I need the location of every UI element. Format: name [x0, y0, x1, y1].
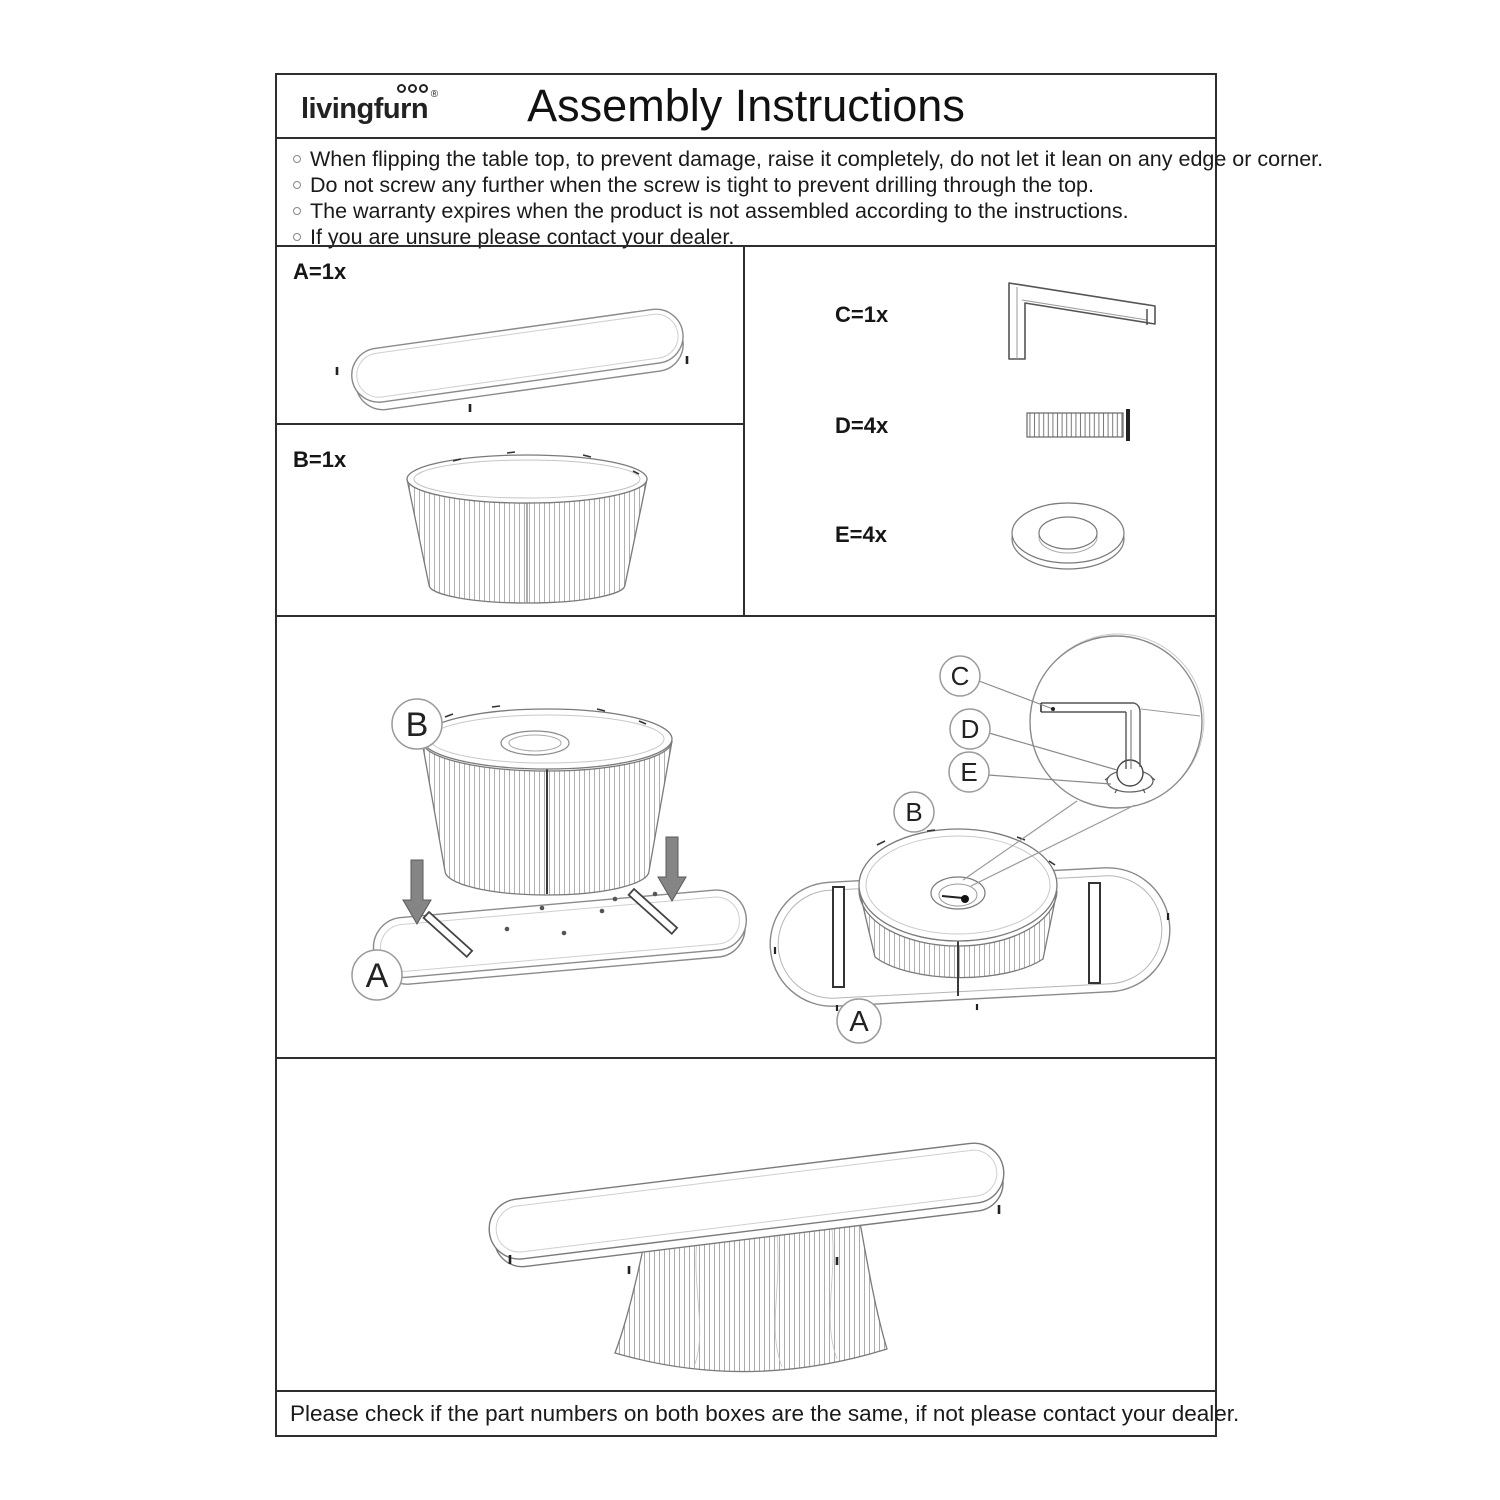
- bullet-circle-icon: [293, 207, 301, 215]
- footer-note: Please check if the part numbers on both boxes are the same, if not please contact your dealer.: [290, 1400, 1240, 1426]
- label-b: B: [905, 797, 923, 827]
- brand-logo-dots-icon: [397, 84, 428, 93]
- assembly-diagram: [277, 617, 1215, 1057]
- brand-logo: [301, 89, 439, 126]
- bullet-circle-icon: [293, 155, 301, 163]
- parts-list: [277, 245, 1215, 615]
- assembly-step-diagrams: [277, 615, 1215, 1057]
- note-row: [293, 146, 1324, 172]
- allen-key-drawing-icon: [995, 275, 1175, 370]
- warning-notes: [277, 137, 1324, 249]
- label-a: A: [365, 957, 389, 995]
- registered-trademark-icon: ®: [430, 89, 439, 100]
- note-text: When flipping the table top, to prevent damage, raise it completely, do not let it lean on any edge or corner.: [310, 147, 1324, 171]
- note-row: [293, 172, 1205, 198]
- brand-logo-text: livingfurn: [301, 93, 429, 125]
- part-e-label: E=4x: [835, 522, 887, 547]
- table-top-drawing-icon: [305, 271, 725, 421]
- label-c: C: [950, 661, 970, 691]
- part-a-box: [277, 247, 743, 423]
- part-d-label: D=4x: [835, 413, 889, 438]
- bullet-circle-icon: [293, 233, 301, 241]
- header: [277, 75, 1215, 137]
- note-text: If you are unsure please contact your dealer.: [310, 225, 735, 249]
- part-a-label: A=1x: [293, 259, 347, 284]
- step2-fasten-diagram: [767, 634, 1204, 1043]
- page-title: Assembly Instructions: [527, 80, 965, 131]
- washer-drawing-icon: [1003, 489, 1143, 581]
- assembled-table-drawing: [277, 1059, 1215, 1390]
- label-e: E: [960, 757, 978, 787]
- part-c-label: C=1x: [835, 302, 889, 327]
- pedestal-base-drawing-icon: [387, 437, 667, 609]
- parts-column-left: [277, 247, 745, 615]
- note-row: [293, 198, 1205, 224]
- note-text: The warranty expires when the product is not assembled according to the instructions.: [310, 199, 1129, 223]
- parts-column-right: [745, 247, 1215, 615]
- screw-drawing-icon: [1023, 405, 1153, 445]
- footer: [277, 1390, 1240, 1435]
- step1-drop-base-diagram: [352, 699, 749, 1000]
- label-d: D: [960, 714, 980, 744]
- label-a: A: [849, 1006, 869, 1038]
- bullet-circle-icon: [293, 181, 301, 189]
- note-text: Do not screw any further when the screw is tight to prevent drilling through the top.: [310, 173, 1094, 197]
- assembled-table-view: [277, 1057, 1215, 1390]
- instruction-sheet: [275, 73, 1324, 1437]
- part-b-label: B=1x: [293, 447, 347, 472]
- part-b-box: [277, 423, 743, 615]
- label-b: B: [405, 706, 429, 744]
